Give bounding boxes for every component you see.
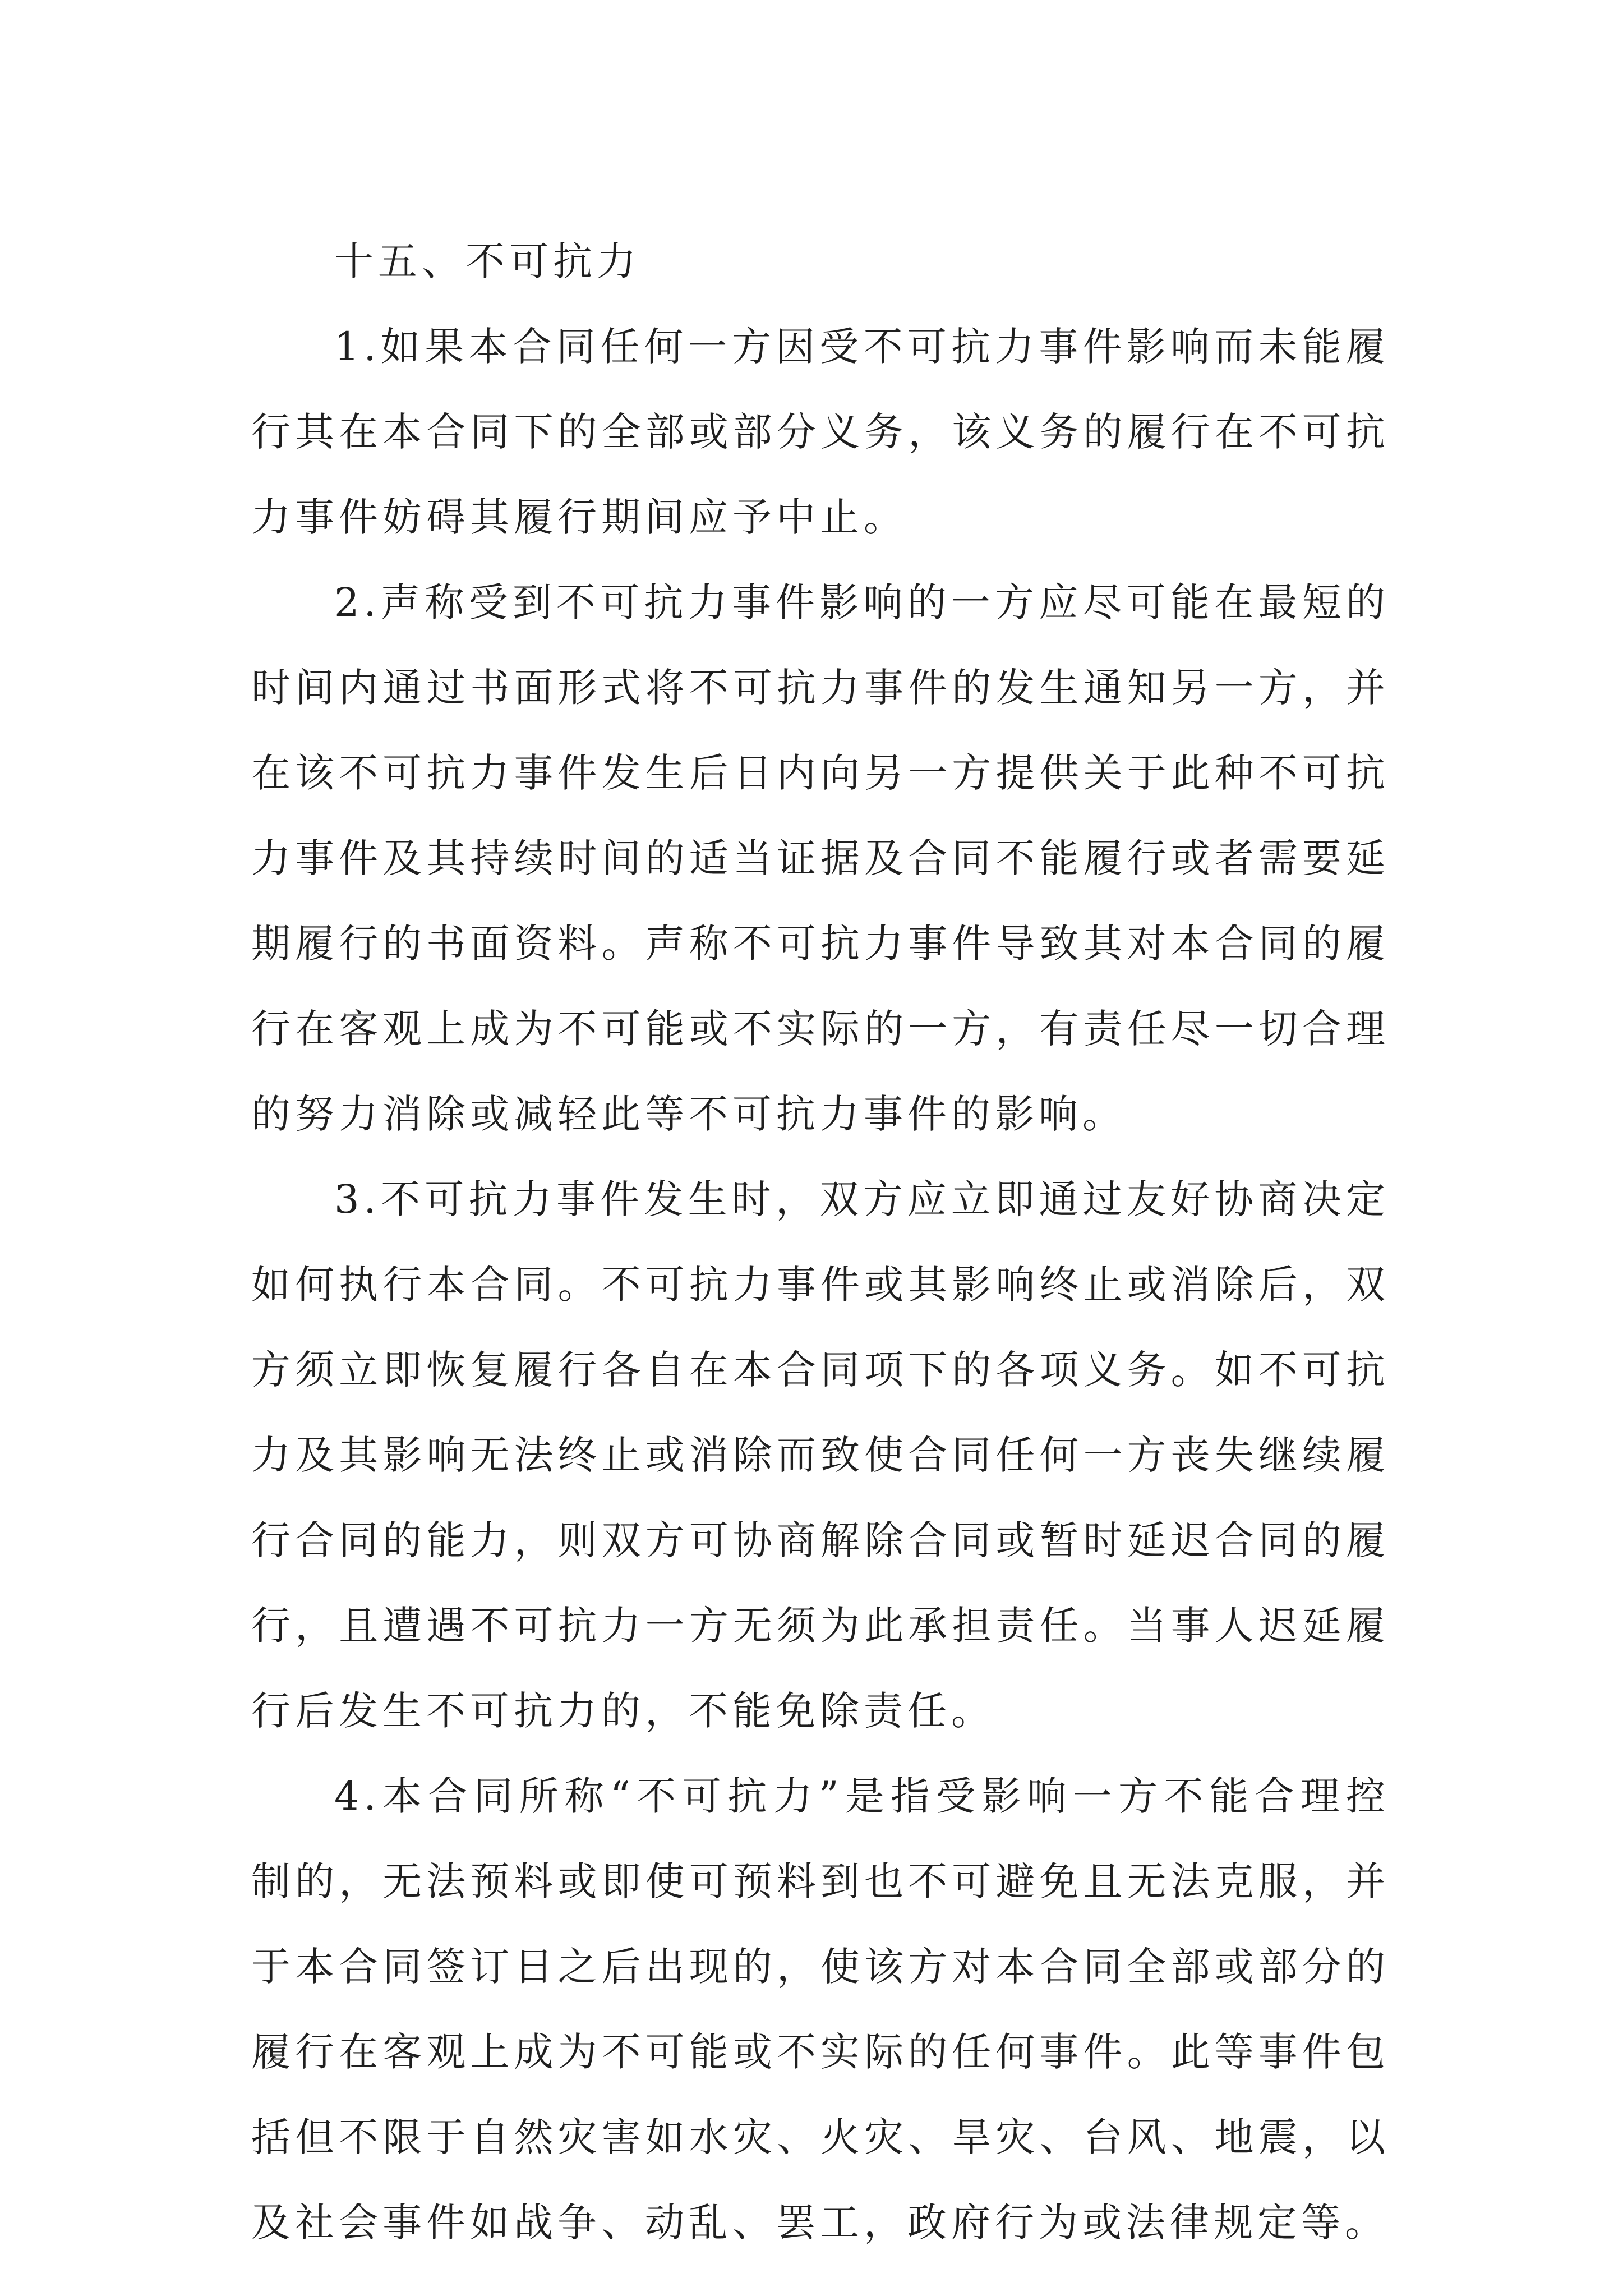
clause-2: 2.声称受到不可抗力事件影响的一方应尽可能在最短的时间内通过书面形式将不可抗力事件的发生通知另一方，并在该不可抗力事件发生后日内向另一方提供关于此种不可抗力事件及其持续时间的适当证据及合同不能履行或者需要延期履行的书面资料。声称不可抗力事件导致其对本合同的履行在客观上成为不可能或不实际的一方，有责任尽一切合理的努力消除或减轻此等不可抗力事件的影响。 (251, 579, 1390, 1137)
clause-4: 4.本合同所称“不可抗力”是指受影响一方不能合理控制的，无法预料或即使可预料到也不可避免且无法克服，并于本合同签订日之后出现的，使该方对本合同全部或部分的履行在客观上成为不可能或不实际的任何事件。此等事件包括但不限于自然灾害如水灾、火灾、旱灾、台风、地震，以及社会事件如战争、动乱、罢工，政府行为或法律规定等。 (251, 1773, 1390, 2246)
document-body (251, 219, 1390, 2265)
clause-1: 1.如果本合同任何一方因受不可抗力事件影响而未能履行其在本合同下的全部或部分义务，该义务的履行在不可抗力事件妨碍其履行期间应予中止。 (251, 324, 1390, 540)
clause-3: 3.不可抗力事件发生时，双方应立即通过友好协商决定如何执行本合同。不可抗力事件或其影响终止或消除后，双方须立即恢复履行各自在本合同项下的各项义务。如不可抗力及其影响无法终止或消除而致使合同任何一方丧失继续履行合同的能力，则双方可协商解除合同或暂时延迟合同的履行，且遭遇不可抗力一方无须为此承担责任。当事人迟延履行后发生不可抗力的，不能免除责任。 (251, 1176, 1390, 1734)
section-heading: 十五、不可抗力 (334, 238, 640, 284)
